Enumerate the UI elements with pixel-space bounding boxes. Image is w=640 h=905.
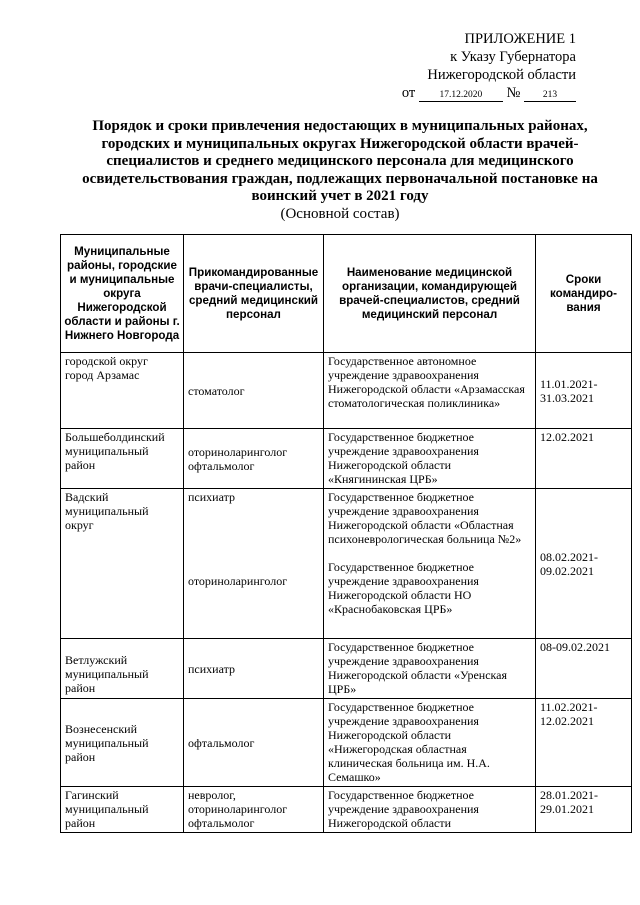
table-row bbox=[61, 699, 632, 787]
cell-dates: 11.01.2021-31.03.2021 bbox=[536, 353, 632, 429]
cell-specialists bbox=[184, 787, 324, 833]
cell-dates: 28.01.2021-29.01.2021 bbox=[536, 787, 632, 833]
cell-organization: Государственное автономное учреждение здравоохранения Нижегородской области «Арзамасская стоматологическая поликлиника» bbox=[324, 353, 536, 429]
organization-item: Государственное бюджетное учреждение здравоохранения Нижегородской области «Областная психоневрологическая больница №2» bbox=[328, 490, 522, 546]
header-specialists: Прикомандированные врачи-специалисты, средний медицинский персонал bbox=[184, 235, 324, 353]
table-row bbox=[61, 489, 632, 639]
cell-district: Большеболдинский муниципальный район bbox=[61, 429, 184, 489]
table-header-row bbox=[61, 235, 632, 353]
appendix-title: ПРИЛОЖЕНИЕ 1 bbox=[464, 31, 576, 47]
specialist-item: оториноларинголог bbox=[188, 574, 288, 588]
document-title: Порядок и сроки привлечения недостающих в муниципальных районах, городских и муниципальных округах Нижегородской области врачей-специалистов и среднего медицинского персонала для медицинского освидетельствования граждан, подлежащих первоначальной постановке на воинский учет в 2021 году bbox=[82, 118, 598, 204]
cell-dates: 11.02.2021-12.02.2021 bbox=[536, 699, 632, 787]
cell-organization: Государственное бюджетное учреждение здравоохранения Нижегородской области «Княгининская ЦРБ» bbox=[324, 429, 536, 489]
header-organization: Наименование медицинской организации, командирующей врачей-специалистов, средний медицинский персонал bbox=[324, 235, 536, 353]
cell-specialists: офтальмолог bbox=[184, 699, 324, 787]
cell-organization: Государственное бюджетное учреждение здравоохранения Нижегородской области «Нижегородская областная клиническая больница им. Н.А. Семашко» bbox=[324, 699, 536, 787]
document-subtitle: (Основной состав) bbox=[280, 206, 400, 222]
cell-district: городской округ город Арзамас bbox=[61, 353, 184, 429]
cell-organization: Государственное бюджетное учреждение здравоохранения Нижегородской области «Уренская ЦРБ» bbox=[324, 639, 536, 699]
cell-organization bbox=[324, 489, 536, 639]
table-row bbox=[61, 639, 632, 699]
specialist-item: офтальмолог bbox=[188, 458, 255, 473]
cell-specialists: стоматолог bbox=[184, 353, 324, 429]
cell-specialists: психиатр bbox=[184, 639, 324, 699]
table-row bbox=[61, 429, 632, 489]
organization-item: Государственное бюджетное учреждение здравоохранения Нижегородской области НО «Краснобаковская ЦРБ» bbox=[328, 560, 479, 616]
cell-dates: 08.02.2021-09.02.2021 bbox=[536, 489, 632, 639]
cell-organization: Государственное бюджетное учреждение здравоохранения Нижегородской области bbox=[324, 787, 536, 833]
table-row bbox=[61, 787, 632, 833]
table-row bbox=[61, 353, 632, 429]
specialist-item: оториноларинголог bbox=[188, 802, 288, 816]
specialist-item: психиатр bbox=[188, 490, 235, 504]
cell-specialists bbox=[184, 489, 324, 639]
decree-date: 17.12.2020 bbox=[419, 89, 503, 102]
header-district: Муниципальные районы, городские и муниципальные округа Нижегородской области и районы г. Нижнего Новгорода bbox=[61, 235, 184, 353]
cell-district: Ветлужский муниципальный район bbox=[61, 639, 184, 699]
number-sign: № bbox=[506, 85, 521, 101]
appendix-header bbox=[336, 30, 576, 102]
appendix-date-line bbox=[336, 84, 576, 102]
appendix-decree: к Указу Губернатора bbox=[450, 49, 576, 65]
decree-number: 213 bbox=[524, 89, 576, 102]
cell-specialists bbox=[184, 429, 324, 489]
specialist-item: невролог, bbox=[188, 788, 236, 802]
cell-district: Гагинский муниципальный район bbox=[61, 787, 184, 833]
cell-district: Вадский муниципальный округ bbox=[61, 489, 184, 639]
specialist-item: офтальмолог bbox=[188, 816, 255, 830]
schedule-table bbox=[60, 234, 632, 833]
cell-district: Вознесенский муниципальный район bbox=[61, 699, 184, 787]
specialist-item: оториноларинголог bbox=[188, 444, 288, 459]
cell-dates: 12.02.2021 bbox=[536, 429, 632, 489]
header-dates: Сроки командиро-вания bbox=[536, 235, 632, 353]
from-label: от bbox=[401, 85, 416, 101]
cell-dates: 08-09.02.2021 bbox=[536, 639, 632, 699]
appendix-region: Нижегородской области bbox=[427, 67, 576, 83]
